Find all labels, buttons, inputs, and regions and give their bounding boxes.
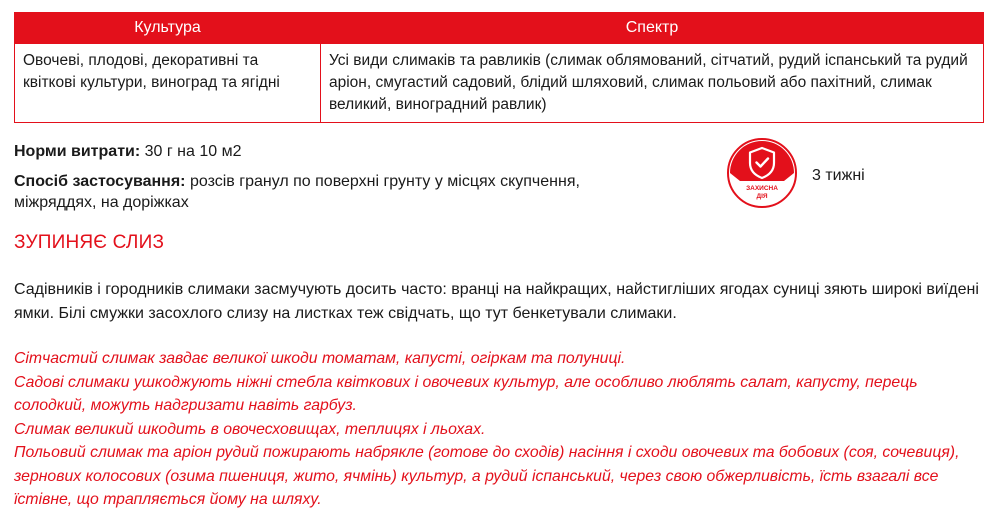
rate-line xyxy=(14,141,241,162)
table-header-row xyxy=(15,13,984,44)
spec-table xyxy=(14,12,984,123)
cell-spectrum: Усі види слимаків та равликів (слимак облямований, сітчатий, рудий іспанський та рудий аріон, смугастий садовий, блідий шляховий, слимак польовий або пахітний, слимак великий, виноградний равлик) xyxy=(321,44,984,123)
list-item: Садові слимаки ушкоджують ніжні стебла квіткових і овочевих культур, але особливо люблять салат, капусту, перець солодкий, можуть надгризати навіть гарбуз. xyxy=(14,373,918,414)
header-culture: Культура xyxy=(15,13,321,44)
badge-text-line1: ЗАХИСНА xyxy=(746,185,778,192)
protection-duration: 3 тижні xyxy=(812,167,865,184)
table-row xyxy=(15,44,984,123)
badge-text-line2: ДІЯ xyxy=(756,193,768,200)
list-item: Слимак великий шкодить в овочесховищах, теплицях і льохах. xyxy=(14,420,486,438)
header-spectrum: Спектр xyxy=(321,13,984,44)
intro-paragraph: Садівників і городників слимаки засмучують досить часто: вранці на найкращих, найстигліших ягодах суниці зяють широкі виїдені ямки. Білі смужки засохлого слизу на листках теж свідчать, що тут бенкетували слимаки. xyxy=(14,281,979,322)
rate-value: 30 г на 10 м2 xyxy=(144,143,242,160)
list-item: Сітчастий слимак завдає великої шкоди томатам, капусті, огіркам та полуниці. xyxy=(14,350,626,367)
cell-culture: Овочеві, плодові, декоративні та квіткові культури, виноград та ягідні xyxy=(15,44,321,123)
rate-label: Норми витрати: xyxy=(14,143,141,160)
method-value: розсів гранул по поверхні грунту у місцях скупчення, міжряддях, на доріжках xyxy=(14,173,580,211)
protection-badge xyxy=(726,137,798,209)
method-line xyxy=(14,171,664,213)
pest-damage-list xyxy=(14,347,988,512)
list-item: Польовий слимак та аріон рудий пожирають набрякле (готове до сходів) насіння і сходи овочевих та бобових (соя, сочевиця), зернових колосових (озима пшениця, жито, ячмінь) культур, а рудий іспанський, через свою обжерливість, їсть взагалі все їстівне, що трапляється йому на шляху. xyxy=(14,444,960,508)
section-title: ЗУПИНЯЄ СЛИЗ xyxy=(14,232,165,253)
method-label: Спосіб застосування: xyxy=(14,173,186,190)
